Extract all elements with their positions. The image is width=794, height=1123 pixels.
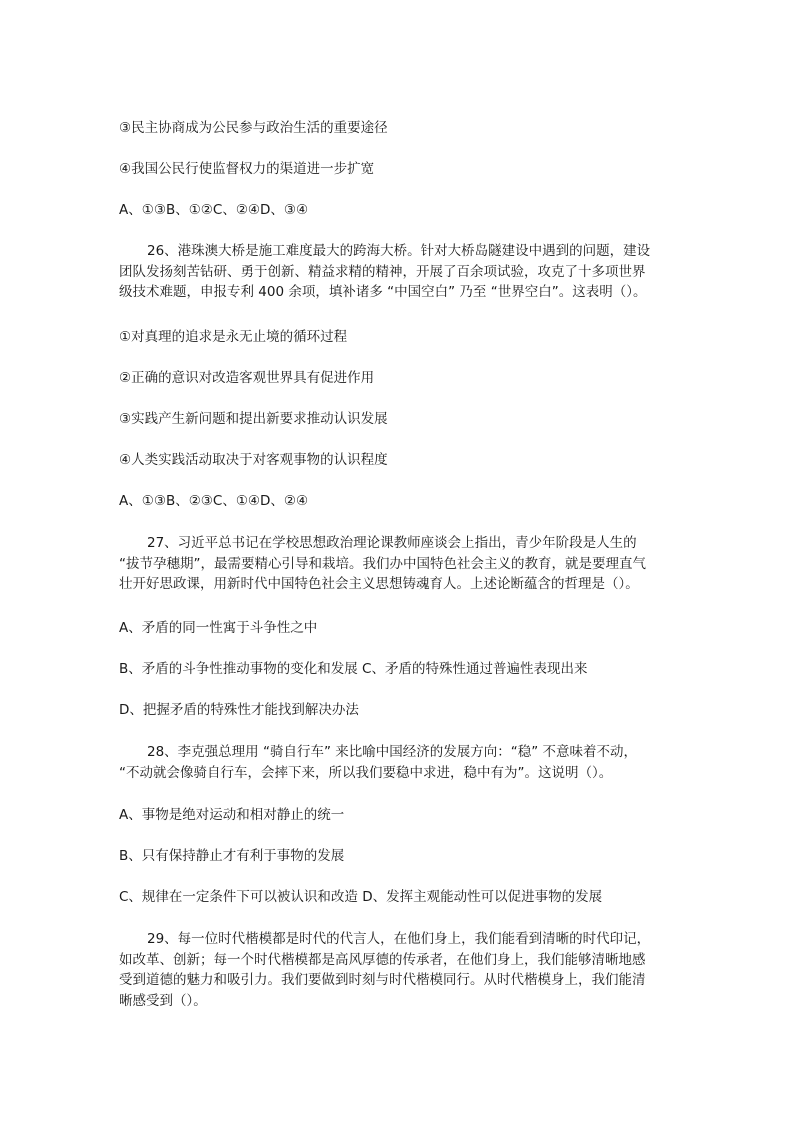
question-28-line-1: 28、李克强总理用 “骑自行车” 来比喻中国经济的发展方向：“稳” 不意味着不动， <box>147 744 638 760</box>
question-27-line-1: 27、习近平总书记在学校思想政治理论课教师座谈会上指出，青少年阶段是人生的 <box>147 535 637 551</box>
question-29-line-1: 29、每一位时代楷模都是时代的代言人，在他们身上，我们能看到清晰的时代印记， <box>147 931 651 947</box>
question-26-line-1: 26、港珠澳大桥是施工难度最大的跨海大桥。针对大桥岛隧建设中遇到的问题，建设 <box>147 243 651 259</box>
option-b-line: B、只有保持静止才有利于事物的发展 <box>119 848 345 864</box>
question-29 <box>119 929 679 1011</box>
answer-choices: A、①③B、①②C、②④D、③④ <box>119 202 309 218</box>
option-a-line: A、事物是绝对运动和相对静止的统一 <box>119 807 345 823</box>
question-29-line-4: 晰感受到（）。 <box>119 992 207 1009</box>
option-4-line: ④我国公民行使监督权力的渠道进一步扩宽 <box>119 161 375 177</box>
question-27-line-2: “拔节孕穗期”，最需要精心引导和栽培。我们办中国特色社会主义的教育，就是要理直气 <box>119 555 646 572</box>
option-2-line: ②正确的意识对改造客观世界具有促进作用 <box>119 370 375 386</box>
question-27 <box>119 533 679 595</box>
option-3-line: ③民主协商成为公民参与政治生活的重要途径 <box>119 120 388 136</box>
option-a-line: A、矛盾的同一性寓于斗争性之中 <box>119 620 318 636</box>
option-1-line: ①对真理的追求是永无止境的循环过程 <box>119 329 348 345</box>
answer-choices: A、①③B、②③C、①④D、②④ <box>119 493 309 509</box>
question-29-line-3: 受到道德的魅力和吸引力。我们要做到时刻与时代楷模同行。从时代楷模身上，我们能清 <box>119 972 646 988</box>
option-3-line: ③实践产生新问题和提出新要求推动认识发展 <box>119 411 388 427</box>
question-26-line-3: 级技术难题，申报专利 400 余项，填补诸多 “中国空白” 乃至 “世界空白”。这表明（）。 <box>119 284 647 300</box>
question-28-line-2: “不动就会像骑自行车，会摔下来，所以我们要稳中求进，稳中有为”。这说明（）。 <box>119 764 613 781</box>
question-27-line-3: 壮开好思政课，用新时代中国特色社会主义思想铸魂育人。上述论断蕴含的哲理是（）。 <box>119 576 639 592</box>
option-c-d-line: C、规律在一定条件下可以被认识和改造 D、发挥主观能动性可以促进事物的发展 <box>119 889 603 905</box>
option-d-line: D、把握矛盾的特殊性才能找到解决办法 <box>119 702 359 718</box>
question-26 <box>119 241 679 303</box>
question-28 <box>119 742 679 783</box>
option-4-line: ④人类实践活动取决于对客观事物的认识程度 <box>119 452 388 468</box>
question-26-line-2: 团队发扬刻苦钻研、勇于创新、精益求精的精神，开展了百余项试验，攻克了十多项世界 <box>119 263 646 280</box>
question-29-line-2: 如改革、创新；每一个时代楷模都是高风厚德的传承者，在他们身上，我们能够清晰地感 <box>119 951 646 968</box>
option-b-c-line: B、矛盾的斗争性推动事物的变化和发展 C、矛盾的特殊性通过普遍性表现出来 <box>119 661 588 677</box>
